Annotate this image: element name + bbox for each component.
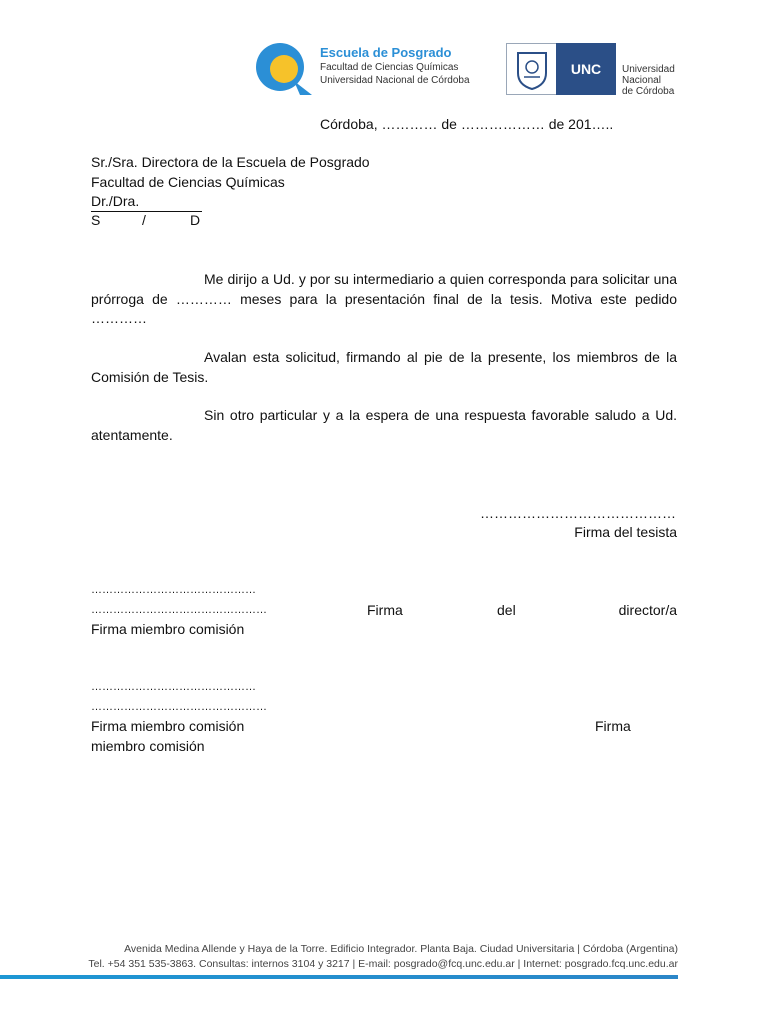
footer-contact: Tel. +54 351 535-3863. Consultas: internos 3104 y 3217 | E-mail: posgrado@fcq.unc.edu.ar | Internet: posgrado.fcq.unc.edu.ar [88, 958, 678, 970]
footer-bar [0, 975, 678, 979]
director-signature-line: ………………………………………… [91, 604, 267, 616]
addressee-line-2: Facultad de Ciencias Químicas [91, 174, 285, 190]
unc-badge: UNC [556, 43, 616, 95]
member-signature-line-3: ………………………………………… [91, 701, 267, 713]
member-signature-label-2: Firma miembro comisión [91, 718, 245, 734]
unc-name-line-3: de Córdoba [622, 86, 675, 97]
addressee-line-1: Sr./Sra. Directora de la Escuela de Posgrado [91, 154, 370, 170]
member-signature-label-1: Firma miembro comisión [91, 621, 245, 637]
sd-line [91, 211, 202, 228]
director-label-word-1: Firma [367, 602, 403, 618]
unc-name-line-1: Universidad [622, 64, 675, 75]
sd-d: D [190, 212, 201, 228]
director-label-word-3: director/a [618, 602, 677, 618]
school-title: Escuela de Posgrado [320, 45, 452, 60]
sd-s: S [91, 212, 101, 228]
member-signature-line-2: ……………………………………… [91, 681, 256, 693]
member-signature-label-3-word: Firma [595, 718, 631, 734]
paragraph-3: Sin otro particular y a la espera de una respuesta favorable saludo a Ud. atentamente. [91, 407, 677, 443]
school-line-2: Universidad Nacional de Córdoba [320, 75, 470, 86]
unc-name-line-2: Nacional [622, 75, 661, 86]
paragraph-1: Me dirijo a Ud. y por su intermediario a quien corresponda para solicitar una prórroga de ………… meses para la presentación final de la tesis. Motiva este pedido ………… [91, 271, 677, 326]
school-line-1: Facultad de Ciencias Químicas [320, 62, 459, 73]
addressee-line-3: Dr./Dra. [91, 193, 140, 209]
paragraph-2: Avalan esta solicitud, firmando al pie de la presente, los miembros de la Comisión de Tesis. [91, 349, 677, 385]
unc-seal-icon [510, 47, 554, 91]
tesista-signature-line: …………………………………… [480, 505, 676, 521]
tesista-signature-label: Firma del tesista [574, 524, 677, 540]
footer-address: Avenida Medina Allende y Haya de la Torre. Edificio Integrador. Planta Baja. Ciudad Universitaria | Córdoba (Argentina) [124, 943, 678, 955]
escuela-posgrado-logo [254, 41, 316, 97]
director-label-word-2: del [497, 602, 516, 618]
date-line: Córdoba, ………… de ……………… de 201….. [320, 116, 614, 132]
sd-slash: / [142, 212, 146, 228]
member-signature-label-3-wrap: miembro comisión [91, 738, 205, 754]
member-signature-line-1: ……………………………………… [91, 584, 256, 596]
